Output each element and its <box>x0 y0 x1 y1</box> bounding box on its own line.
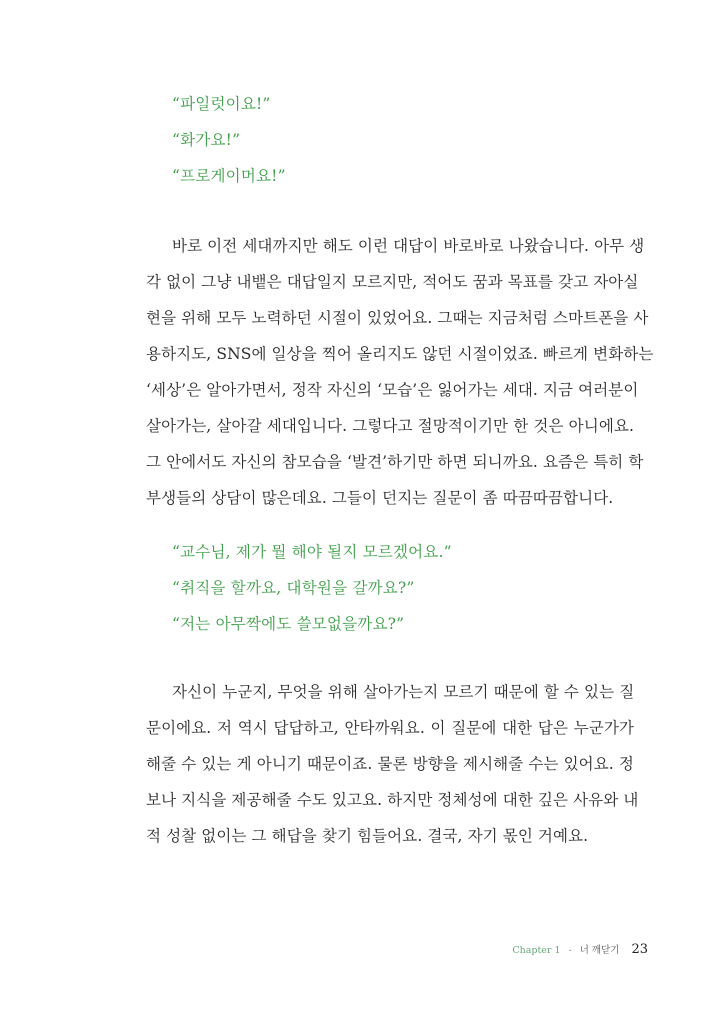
footer-separator: - <box>568 945 572 956</box>
quote-line: “파일럿이요!” <box>172 95 271 113</box>
paragraph-line: 자신이 누군지, 무엇을 위해 살아가는지 모르기 때문에 할 수 있는 질 <box>172 683 635 701</box>
quote-block-2 <box>172 534 642 642</box>
paragraph-line: ‘세상’은 알아가면서, 정작 자신의 ‘모습’은 잃어가는 세대. 지금 여러분이 <box>146 381 639 399</box>
quote-line: “프로게이머요!” <box>172 167 286 185</box>
quote-line: “교수님, 제가 뭘 해야 될지 모르겠어요.” <box>172 543 452 561</box>
paragraph-2 <box>146 674 639 854</box>
paragraph-line: 바로 이전 세대까지만 해도 이런 대답이 바로바로 나왔습니다. 아무 생 <box>172 237 645 255</box>
paragraph-line: 해줄 수 있는 게 아니기 때문이죠. 물론 방향을 제시해줄 수는 있어요. 정 <box>146 755 634 773</box>
paragraph-line: 보나 지식을 제공해줄 수도 있고요. 하지만 정체성에 대한 깊은 사유와 내 <box>146 791 639 809</box>
quote-line: “취직을 할까요, 대학원을 갈까요?” <box>172 579 415 597</box>
chapter-label: Chapter 1 <box>512 945 561 956</box>
paragraph-line: 각 없이 그냥 내뱉은 대답일지 모르지만, 적어도 꿈과 목표를 갖고 자아실 <box>146 273 639 291</box>
quote-line: “저는 아무짝에도 쓸모없을까요?” <box>172 615 405 633</box>
paragraph-line: 적 성찰 없이는 그 해답을 찾기 힘들어요. 결국, 자기 몫인 거예요. <box>146 827 589 845</box>
paragraph-1 <box>146 228 654 516</box>
page-number: 23 <box>631 942 648 957</box>
paragraph-line: 용하지도, SNS에 일상을 찍어 올리지도 않던 시절이었죠. 빠르게 변화하는 <box>146 345 654 363</box>
paragraph-line: 부생들의 상담이 많은데요. 그들이 던지는 질문이 좀 따끔따끔합니다. <box>146 489 614 507</box>
quote-block-1 <box>172 86 642 194</box>
paragraph-line: 문이에요. 저 역시 답답하고, 안타까워요. 이 질문에 대한 답은 누군가가 <box>146 719 634 737</box>
chapter-subtitle: 너 깨닫기 <box>579 945 620 956</box>
page-footer <box>512 942 648 957</box>
paragraph-line: 현을 위해 모두 노력하던 시절이 있었어요. 그때는 지금처럼 스마트폰을 사 <box>146 309 649 327</box>
paragraph-line: 살아가는, 살아갈 세대입니다. 그렇다고 절망적이기만 한 것은 아니에요. <box>146 417 634 435</box>
paragraph-line: 그 안에서도 자신의 참모습을 ‘발견’하기만 하면 되니까요. 요즘은 특히 학 <box>146 453 644 471</box>
quote-line: “화가요!” <box>172 131 241 149</box>
